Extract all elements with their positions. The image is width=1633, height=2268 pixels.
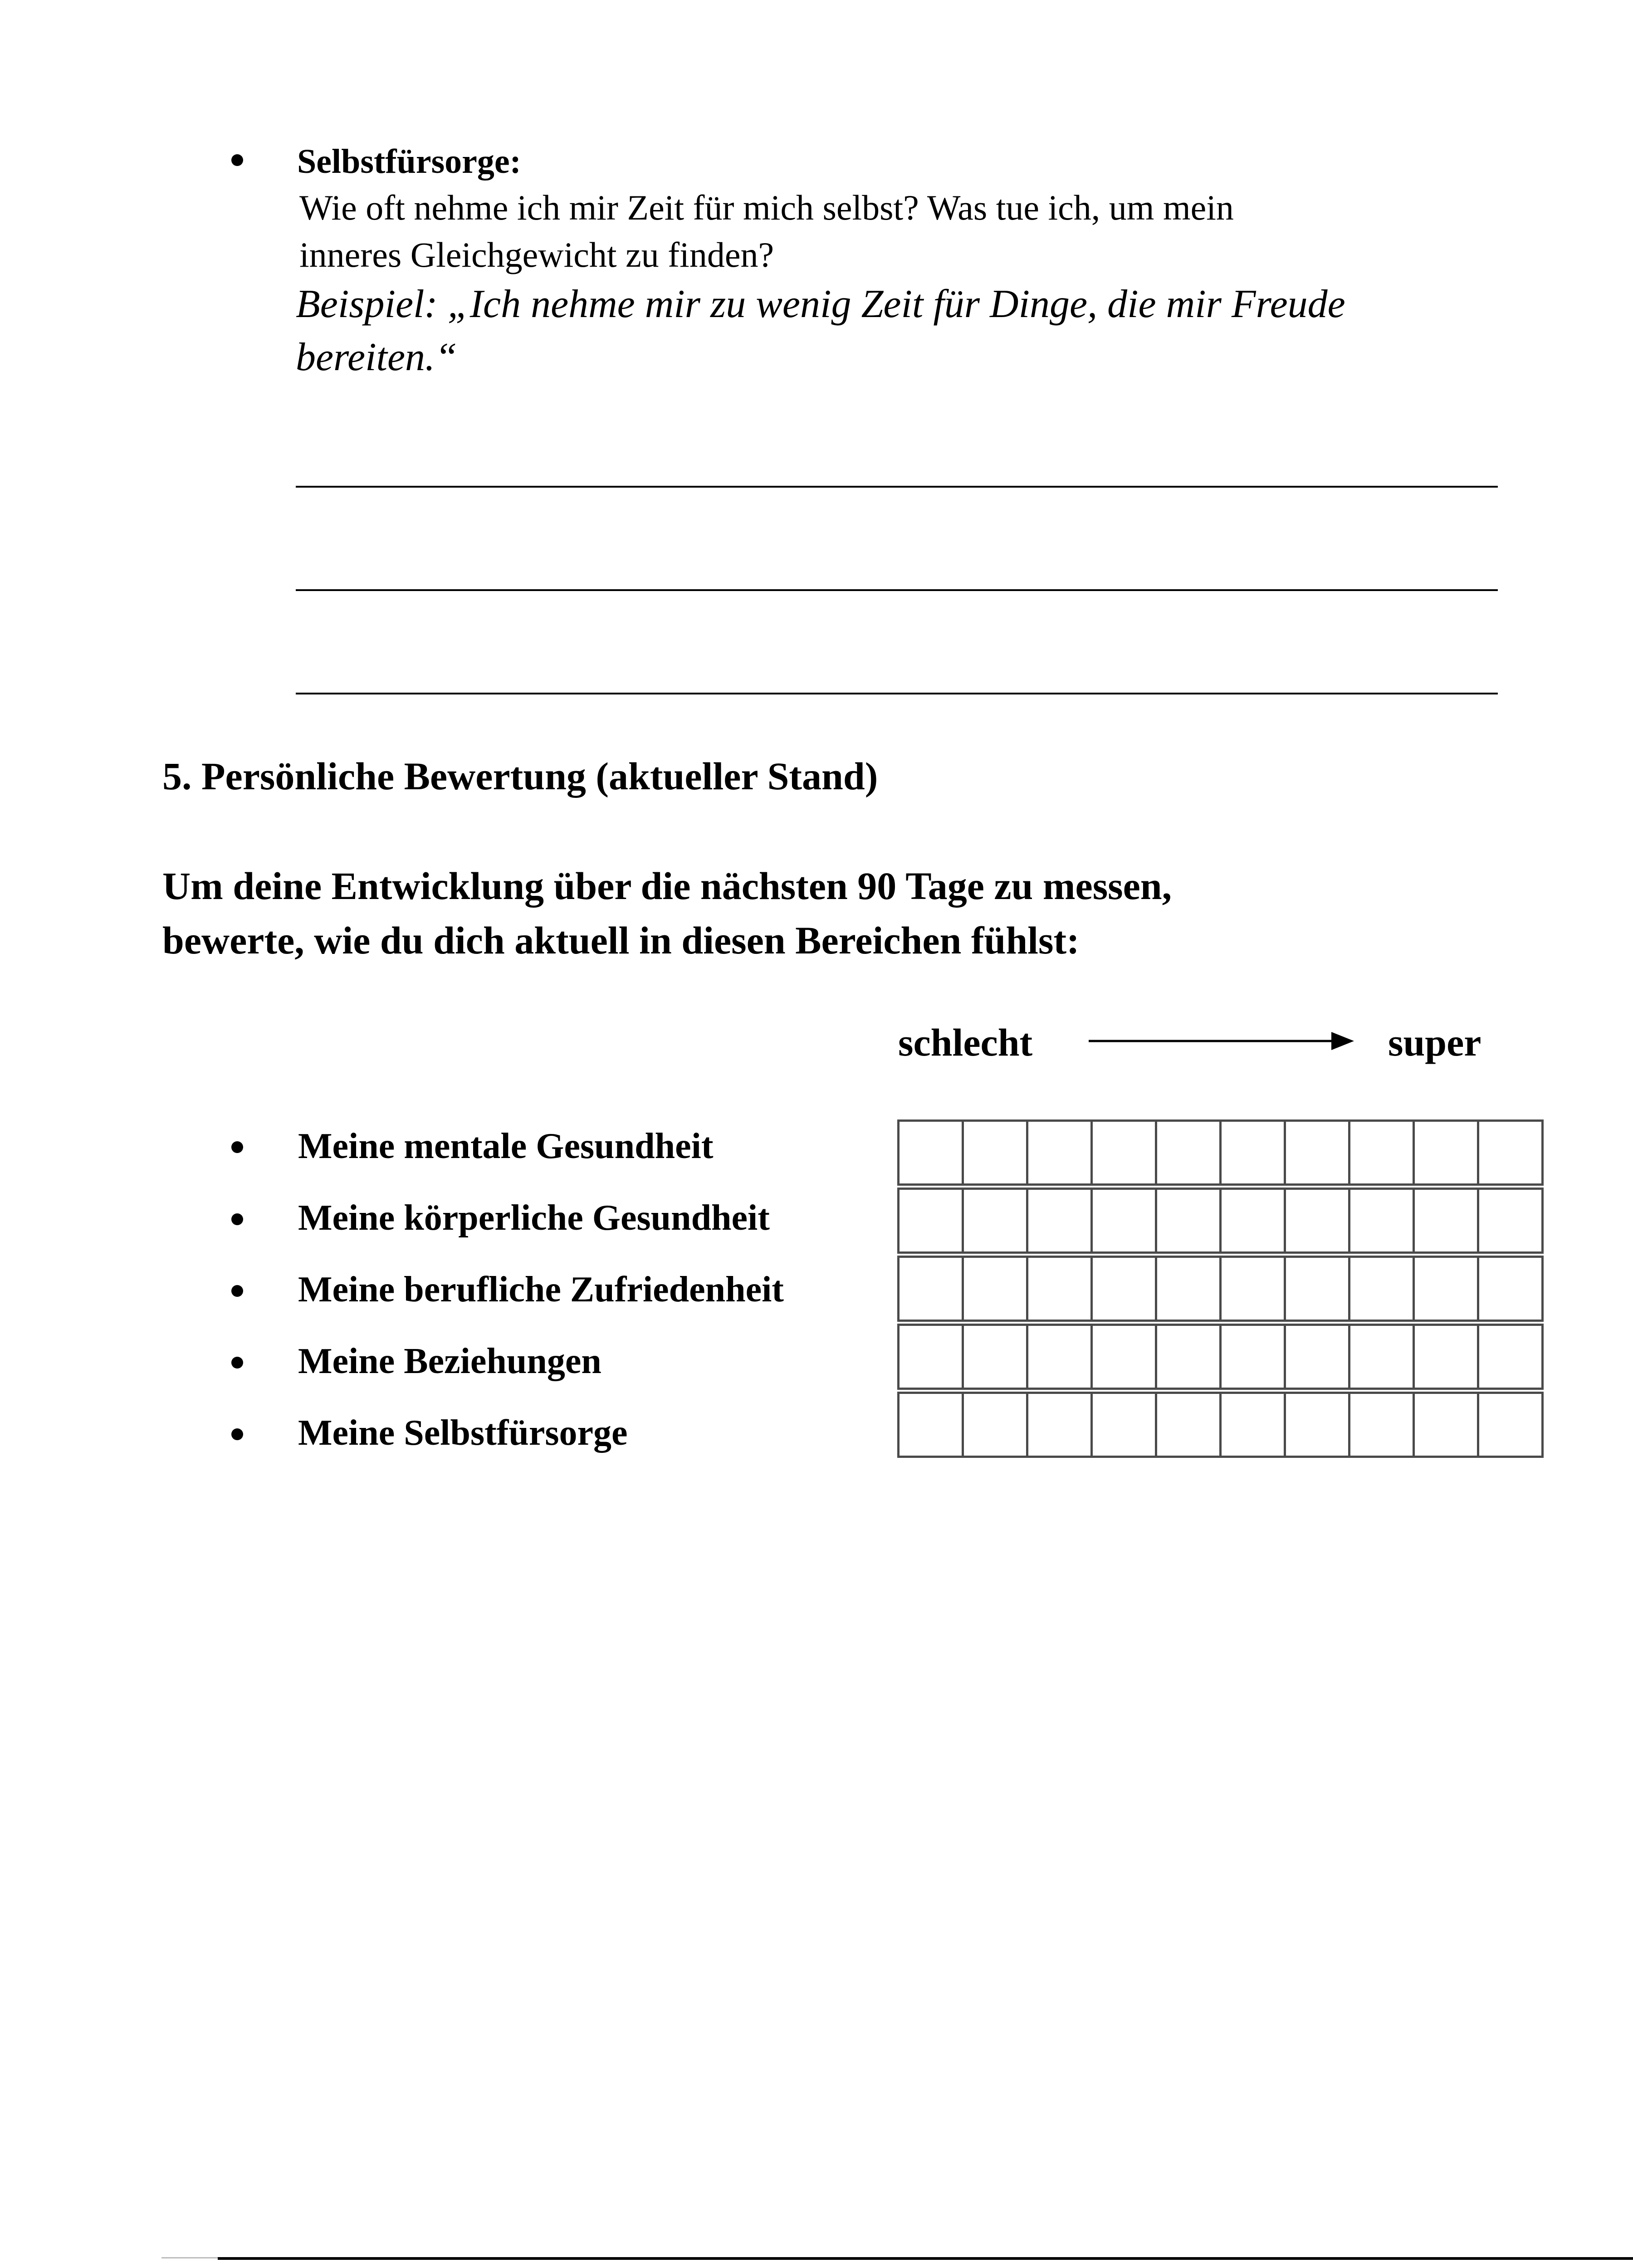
rating-box[interactable] xyxy=(1026,1188,1093,1254)
rating-box[interactable] xyxy=(1155,1119,1222,1186)
rating-row-physical-health xyxy=(897,1188,1541,1254)
scale-low-label: schlecht xyxy=(898,1021,1033,1064)
rating-item-label: Meine Selbstfürsorge xyxy=(298,1413,628,1453)
rating-box[interactable] xyxy=(962,1119,1028,1186)
rating-box[interactable] xyxy=(1155,1392,1222,1458)
bullet-icon xyxy=(231,154,243,166)
rating-box[interactable] xyxy=(1284,1256,1350,1322)
rating-item-label: Meine Beziehungen xyxy=(298,1341,601,1381)
rating-box[interactable] xyxy=(897,1119,964,1186)
rating-box[interactable] xyxy=(1026,1392,1093,1458)
self-care-question-line2: inneres Gleichgewicht zu finden? xyxy=(299,235,774,274)
rating-item-label: Meine mentale Gesundheit xyxy=(298,1126,714,1166)
rating-box[interactable] xyxy=(1155,1188,1222,1254)
bullet-icon xyxy=(231,1141,243,1153)
rating-box[interactable] xyxy=(962,1256,1028,1322)
answer-line-2[interactable] xyxy=(296,589,1498,591)
rating-box[interactable] xyxy=(1219,1324,1286,1390)
rating-box[interactable] xyxy=(1477,1324,1544,1390)
bullet-icon xyxy=(231,1213,243,1225)
rating-box[interactable] xyxy=(1155,1324,1222,1390)
rating-box[interactable] xyxy=(1026,1119,1093,1186)
rating-box[interactable] xyxy=(1477,1119,1544,1186)
section-title-selbstfuersorge: Selbstfürsorge: xyxy=(297,142,521,181)
rating-box[interactable] xyxy=(1155,1256,1222,1322)
rating-row-job-satisfaction xyxy=(897,1256,1541,1322)
rating-box[interactable] xyxy=(1348,1324,1415,1390)
rating-box[interactable] xyxy=(1413,1324,1479,1390)
rating-box[interactable] xyxy=(1477,1256,1544,1322)
rating-box[interactable] xyxy=(1348,1256,1415,1322)
rating-item-label: Meine körperliche Gesundheit xyxy=(298,1198,770,1238)
rating-row-mental-health xyxy=(897,1119,1541,1186)
rating-box[interactable] xyxy=(1413,1256,1479,1322)
rating-box[interactable] xyxy=(1477,1188,1544,1254)
rating-box[interactable] xyxy=(1090,1188,1157,1254)
rating-box[interactable] xyxy=(1284,1392,1350,1458)
rating-box[interactable] xyxy=(1348,1188,1415,1254)
self-care-example-line2: bereiten.“ xyxy=(296,335,457,379)
rating-box[interactable] xyxy=(1219,1392,1286,1458)
rating-box[interactable] xyxy=(1026,1324,1093,1390)
section-heading: 5. Persönliche Bewertung (aktueller Stand) xyxy=(162,754,878,798)
rating-box[interactable] xyxy=(1477,1392,1544,1458)
bullet-icon xyxy=(231,1428,243,1440)
rating-box[interactable] xyxy=(962,1392,1028,1458)
rating-box[interactable] xyxy=(1219,1119,1286,1186)
rating-box[interactable] xyxy=(897,1392,964,1458)
rating-box[interactable] xyxy=(897,1256,964,1322)
answer-line-1[interactable] xyxy=(296,486,1498,488)
rating-question-line2: bewerte, wie du dich aktuell in diesen Bereichen fühlst: xyxy=(162,919,1080,962)
rating-box[interactable] xyxy=(1090,1324,1157,1390)
rating-box[interactable] xyxy=(1284,1324,1350,1390)
rating-box[interactable] xyxy=(1219,1256,1286,1322)
rating-box[interactable] xyxy=(1219,1188,1286,1254)
rating-box[interactable] xyxy=(962,1324,1028,1390)
bullet-icon xyxy=(231,1285,243,1297)
rating-box[interactable] xyxy=(1026,1256,1093,1322)
rating-box[interactable] xyxy=(1413,1188,1479,1254)
rating-item-label: Meine berufliche Zufriedenheit xyxy=(298,1270,784,1310)
rating-row-self-care xyxy=(897,1392,1541,1458)
self-care-question-line1: Wie oft nehme ich mir Zeit für mich selbst? Was tue ich, um mein xyxy=(299,188,1234,227)
rating-box[interactable] xyxy=(1090,1392,1157,1458)
rating-box[interactable] xyxy=(1090,1119,1157,1186)
rating-box[interactable] xyxy=(897,1188,964,1254)
rating-box[interactable] xyxy=(1348,1119,1415,1186)
rating-box[interactable] xyxy=(1413,1119,1479,1186)
bullet-icon xyxy=(231,1357,243,1369)
footer-divider xyxy=(218,2257,1633,2260)
rating-box[interactable] xyxy=(1284,1188,1350,1254)
rating-box[interactable] xyxy=(1348,1392,1415,1458)
rating-box[interactable] xyxy=(1284,1119,1350,1186)
self-care-example-line1: Beispiel: „Ich nehme mir zu wenig Zeit für Dinge, die mir Freude xyxy=(296,282,1345,326)
rating-box[interactable] xyxy=(1090,1256,1157,1322)
rating-box[interactable] xyxy=(1413,1392,1479,1458)
rating-row-relationships xyxy=(897,1324,1541,1390)
answer-line-3[interactable] xyxy=(296,693,1498,694)
rating-box[interactable] xyxy=(897,1324,964,1390)
rating-box[interactable] xyxy=(962,1188,1028,1254)
rating-question-line1: Um deine Entwicklung über die nächsten 90 Tage zu messen, xyxy=(162,864,1172,908)
scale-arrow-icon xyxy=(1089,1030,1356,1052)
scale-high-label: super xyxy=(1388,1021,1481,1064)
